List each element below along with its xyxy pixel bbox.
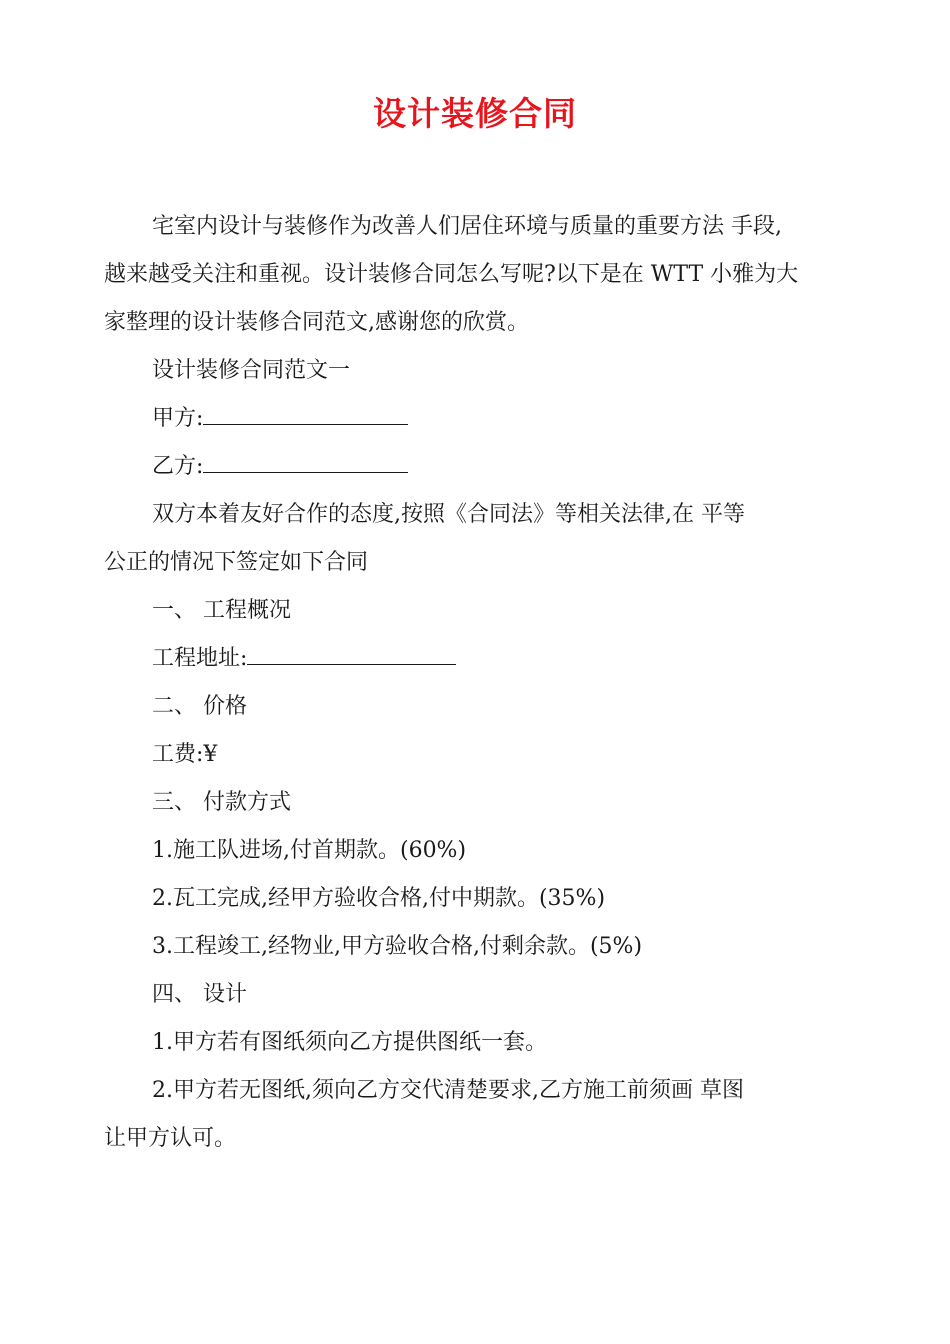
- payment-item-1: 1.施工队进场,付首期款。(60%): [152, 838, 467, 863]
- section-4-heading: 四、 设计: [152, 982, 247, 1007]
- payment-item-2: 2.瓦工完成,经甲方验收合格,付中期款。(35%): [152, 886, 606, 911]
- party-a-label: 甲方:: [152, 406, 204, 431]
- section-3-heading: 三、 付款方式: [152, 790, 291, 815]
- intro-line-1: 宅室内设计与装修作为改善人们居住环境与质量的重要方法 手段,: [152, 214, 782, 239]
- section-2-heading: 二、 价格: [152, 694, 247, 719]
- party-b-blank-line: [203, 444, 408, 473]
- preamble-line-2: 公正的情况下签定如下合同: [104, 550, 369, 575]
- party-a-row: [104, 395, 846, 443]
- intro-line-3: 家整理的设计装修合同范文,感谢您的欣赏。: [104, 310, 529, 335]
- payment-item-3: 3.工程竣工,经物业,甲方验收合格,付剩余款。(5%): [152, 934, 643, 959]
- intro-line-2: 越来越受关注和重视。设计装修合同怎么写呢?以下是在 WTT 小雅为大: [104, 262, 799, 287]
- design-item-2-line-1: 2.甲方若无图纸,须向乙方交代清楚要求,乙方施工前须画 草图: [152, 1078, 744, 1103]
- sample-heading: 设计装修合同范文一: [152, 358, 351, 383]
- design-item-2-line-2: 让甲方认可。: [104, 1126, 237, 1151]
- document-body: [104, 203, 846, 1163]
- project-address-label: 工程地址:: [152, 646, 248, 671]
- section-1-heading: 一、 工程概况: [152, 598, 291, 623]
- project-address-row: [104, 635, 846, 683]
- labor-fee-line: 工费:¥: [152, 742, 218, 767]
- project-address-blank-line: [247, 636, 456, 665]
- party-a-blank-line: [203, 396, 408, 425]
- document-title: 设计装修合同: [373, 94, 577, 133]
- design-item-1: 1.甲方若有图纸须向乙方提供图纸一套。: [152, 1030, 547, 1055]
- preamble-line-1: 双方本着友好合作的态度,按照《合同法》等相关法律,在 平等: [152, 502, 745, 527]
- party-b-label: 乙方:: [152, 454, 204, 479]
- party-b-row: [104, 443, 846, 491]
